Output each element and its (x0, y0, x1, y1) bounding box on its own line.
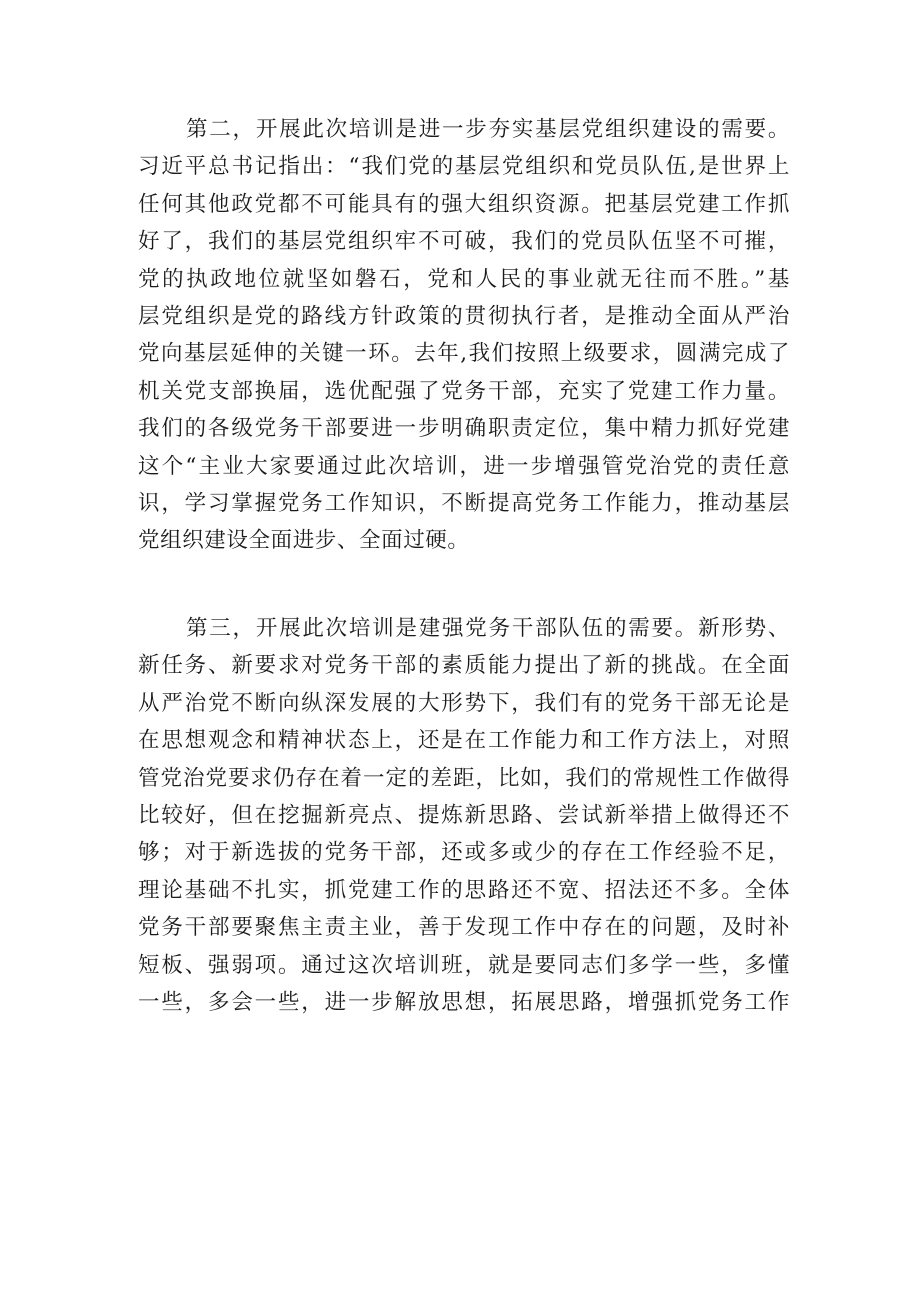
text-line: 好了，我们的基层党组织牢不可破，我们的党员队伍坚不可摧， (138, 229, 790, 255)
text-line: 层党组织是党的路线方针政策的贯彻执行者，是推动全面从严治 (138, 303, 790, 329)
text-line: 新任务、新要求对党务干部的素质能力提出了新的挑战。在全面 (138, 653, 790, 679)
text-line: 短板、强弱项。通过这次培训班，就是要同志们多学一些，多懂 (138, 952, 790, 978)
text-line: 管党治党要求仍存在着一定的差距，比如，我们的常规性工作做得 (138, 765, 790, 791)
text-line: 一些，多会一些，进一步解放思想，拓展思路，增强抓党务工作 (138, 989, 790, 1015)
text-line: 党的执政地位就坚如磐石，党和人民的事业就无往而不胜。”基 (138, 266, 790, 292)
text-line: 习近平总书记指出：“我们党的基层党组织和党员队伍,是世界上 (138, 154, 790, 180)
paragraph-second-point (138, 111, 790, 560)
text-line: 这个“主业大家要通过此次培训，进一步增强管党治党的责任意 (138, 453, 790, 479)
text-line: 比较好，但在挖掘新亮点、提炼新思路、尝试新举措上做得还不 (138, 802, 790, 828)
text-line: 在思想观念和精神状态上，还是在工作能力和工作方法上，对照 (138, 728, 790, 754)
paragraph-third-point (138, 610, 790, 1021)
text-line: 我们的各级党务干部要进一步明确职责定位，集中精力抓好党建 (138, 416, 790, 442)
text-line: 从严治党不断向纵深发展的大形势下，我们有的党务干部无论是 (138, 690, 790, 716)
text-line: 党务干部要聚焦主责主业，善于发现工作中存在的问题，及时补 (138, 915, 790, 941)
text-line: 识，学习掌握党务工作知识，不断提高党务工作能力，推动基层 (138, 490, 790, 516)
text-line: 第三，开展此次培训是建强党务干部队伍的需要。新形势、 (186, 616, 790, 641)
text-line: 党向基层延伸的关键一环。去年,我们按照上级要求，圆满完成了 (138, 341, 790, 367)
text-line: 机关党支部换届，选优配强了党务干部，充实了党建工作力量。 (138, 378, 790, 404)
text-line: 党组织建设全面进步、全面过硬。 (138, 528, 470, 554)
text-line: 任何其他政党都不可能具有的强大组织资源。把基层党建工作抓 (138, 191, 790, 217)
text-line: 第二，开展此次培训是进一步夯实基层党组织建设的需要。 (186, 117, 790, 142)
text-line: 理论基础不扎实，抓党建工作的思路还不宽、招法还不多。全体 (138, 877, 790, 903)
text-line: 够；对于新选拔的党务干部，还或多或少的存在工作经验不足， (138, 840, 790, 866)
